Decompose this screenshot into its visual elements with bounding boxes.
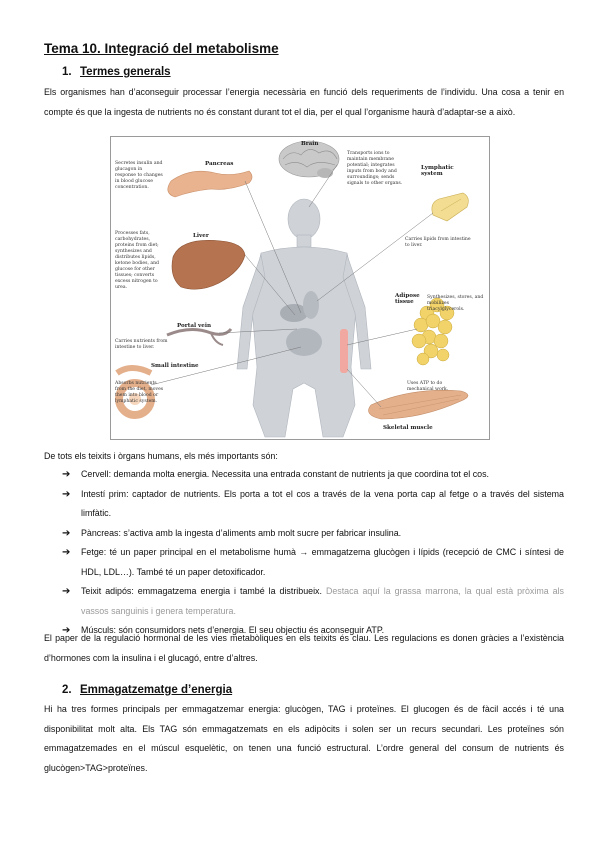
section-1-title: Termes generals	[80, 66, 171, 78]
list-item: ➔ Pàncreas: s’activa amb la ingesta d’aliments amb molt sucre per fabricar insulina.	[62, 524, 564, 544]
page-title: Tema 10. Integració del metabolisme	[44, 41, 279, 56]
section-1-number: 1.	[62, 66, 72, 78]
figure-label-portal-vein: Portal vein	[177, 323, 212, 329]
figure-label-liver: Liver	[193, 233, 209, 239]
thigh-muscle-highlight	[340, 329, 348, 373]
internal-intestine	[286, 328, 322, 356]
list-item: ➔ Músculs: són consumidors nets d’energia. El seu objectiu és aconseguir ATP.	[62, 621, 564, 641]
arrow-right-icon: ➔	[62, 527, 71, 539]
figure-label-adipose: Adipose tissue	[395, 293, 420, 305]
arrow-right-icon: ➔	[62, 547, 71, 558]
section-1-intro: Els organismes han d’aconseguir processar l’energia necessària en funció dels requeriments de l’individu. Una cosa a tenir en compte és que la ingesta de nutrients no és constant durant tot el dia, per el qual l’organisme haurà d’adaptar-se a això.	[44, 87, 564, 117]
arrow-right-icon: ➔	[62, 469, 71, 480]
list-item: ➔ Cervell: demanda molta energia. Necessita una entrada constant de nutrients ja que coordina tot el cos.	[62, 465, 564, 485]
internal-stomach	[303, 291, 319, 319]
pancreas-illustration	[168, 171, 252, 197]
figure-note-pancreas: Secretes insulin and glucagon in response to changes in blood glucose concentration.	[115, 161, 163, 190]
section-2-heading	[62, 684, 232, 696]
arrow-right-icon: ➔	[62, 586, 71, 597]
metabolism-organs-figure	[110, 136, 490, 440]
arrow-right-icon: ➔	[62, 625, 71, 636]
figure-label-lymphatic: Lymphatic system	[421, 165, 454, 177]
section-2-body: Hi ha tres formes principals per emmagatzemar energia: glucògen, TAG i proteïnes. El glucogen és de fàcil accés i té una disponibilitat molt alta. Els TAG són emmagatzemats en els adipòcits i solen ser un recurs secundari. Les proteïnes són emmagatzemades en el múscul esquelètic, on tenen una funció estructural. L’ordre general del consum de nutrients és glucògen>TAG>proteïnes.	[44, 704, 564, 773]
figure-note-lymphatic: Carries lipids from intestine to liver.	[405, 237, 471, 248]
figure-label-pancreas: Pancreas	[205, 161, 234, 167]
organs-list	[62, 465, 564, 641]
organs-list-lead: De tots els teixits i òrgans humans, els més importants són:	[44, 451, 278, 461]
figure-label-skeletal-muscle: Skeletal muscle	[383, 425, 433, 431]
list-item: ➔ Intestí prim: captador de nutrients. Els porta a tot el cos a través de la vena porta cap al fetge o a través del sistema limfàtic.	[62, 485, 564, 524]
hormonal-regulation-paragraph: El paper de la regulació hormonal de les vies metabòliques en els teixits és clau. Les regulacions es donen gràcies a l’existència d’hormones com la insulina i el glucagó, entre d’altres.	[44, 633, 564, 663]
list-item: ➔ Fetge: té un paper principal en el metabolisme humà → emmagatzema glucògen i lípids (recepció de CMC i síntesi de HDL, LDL…). També té un paper detoxificador.	[62, 543, 564, 582]
figure-note-brain: Transports ions to maintain membrane potential; integrates inputs from body and surroundings; sends signals to other organs.	[347, 151, 403, 186]
figure-note-skeletal-muscle: Uses ATP to do mechanical work.	[407, 381, 449, 392]
liver-illustration	[172, 240, 245, 289]
figure-label-small-intestine: Small intestine	[151, 363, 199, 369]
arrow-right-icon: ➔	[62, 488, 71, 500]
section-2-title: Emmagatzematge d’energia	[80, 684, 233, 696]
section-1-heading	[62, 66, 171, 78]
figure-note-small-intestine: Absorbs nutrients from the diet, moves them into blood or lymphatic system.	[115, 381, 164, 404]
figure-note-liver: Processes fats, carbohydrates, proteins from diet; synthesizes and distributes lipids, ketone bodies, and glucose for other tissues; converts excess nitrogen to urea.	[115, 231, 160, 290]
brown-fat-note: Destaca aquí la grassa marrona, la qual està pròxima als vassos sanguinis i genera temperatura.	[81, 586, 564, 616]
section-2-number: 2.	[62, 684, 72, 696]
figure-note-adipose: Synthesizes, stores, and mobilizes triacylglycerols.	[427, 295, 484, 312]
list-item: ➔ Teixit adipós: emmagatzema energia i també la distribueix. Destaca aquí la grassa marrona, la qual està pròxima als vassos sanguinis i genera temperatura.	[62, 582, 564, 621]
portal-vein-illustration	[167, 329, 231, 335]
figure-label-brain: Brain	[301, 141, 319, 147]
lymphatic-system-illustration	[432, 193, 468, 221]
figure-note-portal-vein: Carries nutrients from intestine to liver.	[115, 339, 168, 350]
